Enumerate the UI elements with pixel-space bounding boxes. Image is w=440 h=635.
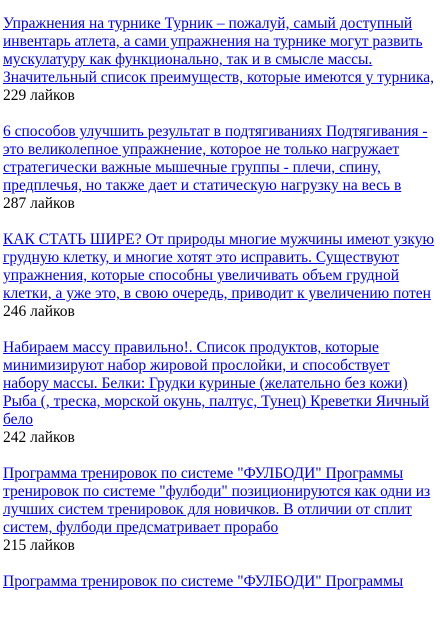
post-link[interactable]: Набираем массу правильно!. Список продуктов, которые минимизируют набор жировой прослойки, и способствует набору массы. Белки: Грудки куриные (желательно без кожи) Рыба (, треска, морской окунь, палтус, Тунец) Креветки Яичный бело	[3, 339, 430, 428]
post-link[interactable]: 6 способов улучшить результат в подтягиваниях Подтягивания - это великолепное упражнение, которое не только нагружает стратегически важные мышечные группы - плечи, спину, предплечья, но также дает и статическую нагрузку на весь в	[3, 123, 428, 194]
post-item	[3, 465, 437, 555]
post-link[interactable]: Программа тренировок по системе "ФУЛБОДИ" Программы тренировок по системе "фулбоди" позиционируются как одни из лучших систем тренировок для новичков. В отличии от сплит систем, фулбоди предсматривает прорабо	[3, 465, 431, 536]
post-feed	[3, 15, 437, 609]
likes-count: 242 лайков	[3, 429, 75, 446]
likes-count: 215 лайков	[3, 537, 75, 554]
post-item	[3, 15, 437, 105]
post-item	[3, 231, 437, 321]
likes-count: 287 лайков	[3, 195, 75, 212]
post-item	[3, 123, 437, 213]
post-link[interactable]: КАК СТАТЬ ШИРЕ? От природы многие мужчины имеют узкую грудную клетку, и многие хотят это исправить. Существуют упражнения, которые способны увеличивать объем грудной клетки, а уже это, в свою очередь, приводит к увеличению потен	[3, 231, 435, 302]
likes-count: 246 лайков	[3, 303, 75, 320]
likes-count: 229 лайков	[3, 87, 75, 104]
post-item	[3, 573, 437, 591]
post-link[interactable]: Упражнения на турнике Турник – пожалуй, самый доступный инвентарь атлета, а сами упражнения на турнике могут развить мускулатуру как функционально, так и в смысле массы. Значительный список преимуществ, которые имеются у турника,	[3, 15, 435, 86]
post-link[interactable]: Программа тренировок по системе "ФУЛБОДИ" Программы	[3, 573, 404, 590]
post-item	[3, 339, 437, 447]
